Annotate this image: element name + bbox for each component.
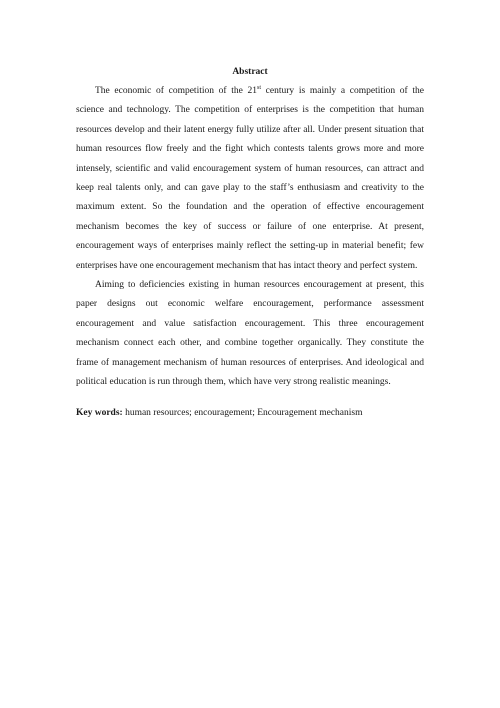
abstract-paragraph-1: [76, 82, 424, 276]
abstract-title: Abstract: [232, 67, 268, 77]
keywords-line: [76, 406, 424, 420]
abstract-paragraph-2: Aiming to deficiencies existing in human resources encouragement at present, this paper designs out economic welfare encouragement, performance assessment encouragement and value satisfaction encouragement. This three encouragement mechanism connect each other, and combine together organically. They constitute the frame of management mechanism of human resources of enterprises. And ideological and political education is run through them, which have very strong realistic meanings.: [76, 280, 424, 388]
abstract-section: [76, 66, 424, 420]
paragraph-1-text-a: The economic of competition of the 21: [95, 86, 257, 96]
paragraph-1-text-b: century is mainly a competition of the science and technology. The competition of enterprises is the competition that human resources develop and their latent energy fully utilize after all. Under present situation that human resources flow freely and the fight which contests talents grows more and more intensely, scientific and valid encouragement system of human resources, can attract and keep real talents only, and can gave play to the staff’s enthusiasm and creativity to the maximum extent. So the foundation and the operation of effective encouragement mechanism becomes the key of success or failure of one enterprise. At present, encouragement ways of enterprises mainly reflect the setting-up in material benefit; few enterprises have one encouragement mechanism that has intact theory and perfect system.: [76, 86, 424, 271]
keywords-text: human resources; encouragement; Encouragement mechanism: [122, 407, 363, 418]
ordinal-superscript: st: [257, 84, 262, 91]
keywords-label: Key words:: [76, 407, 123, 418]
